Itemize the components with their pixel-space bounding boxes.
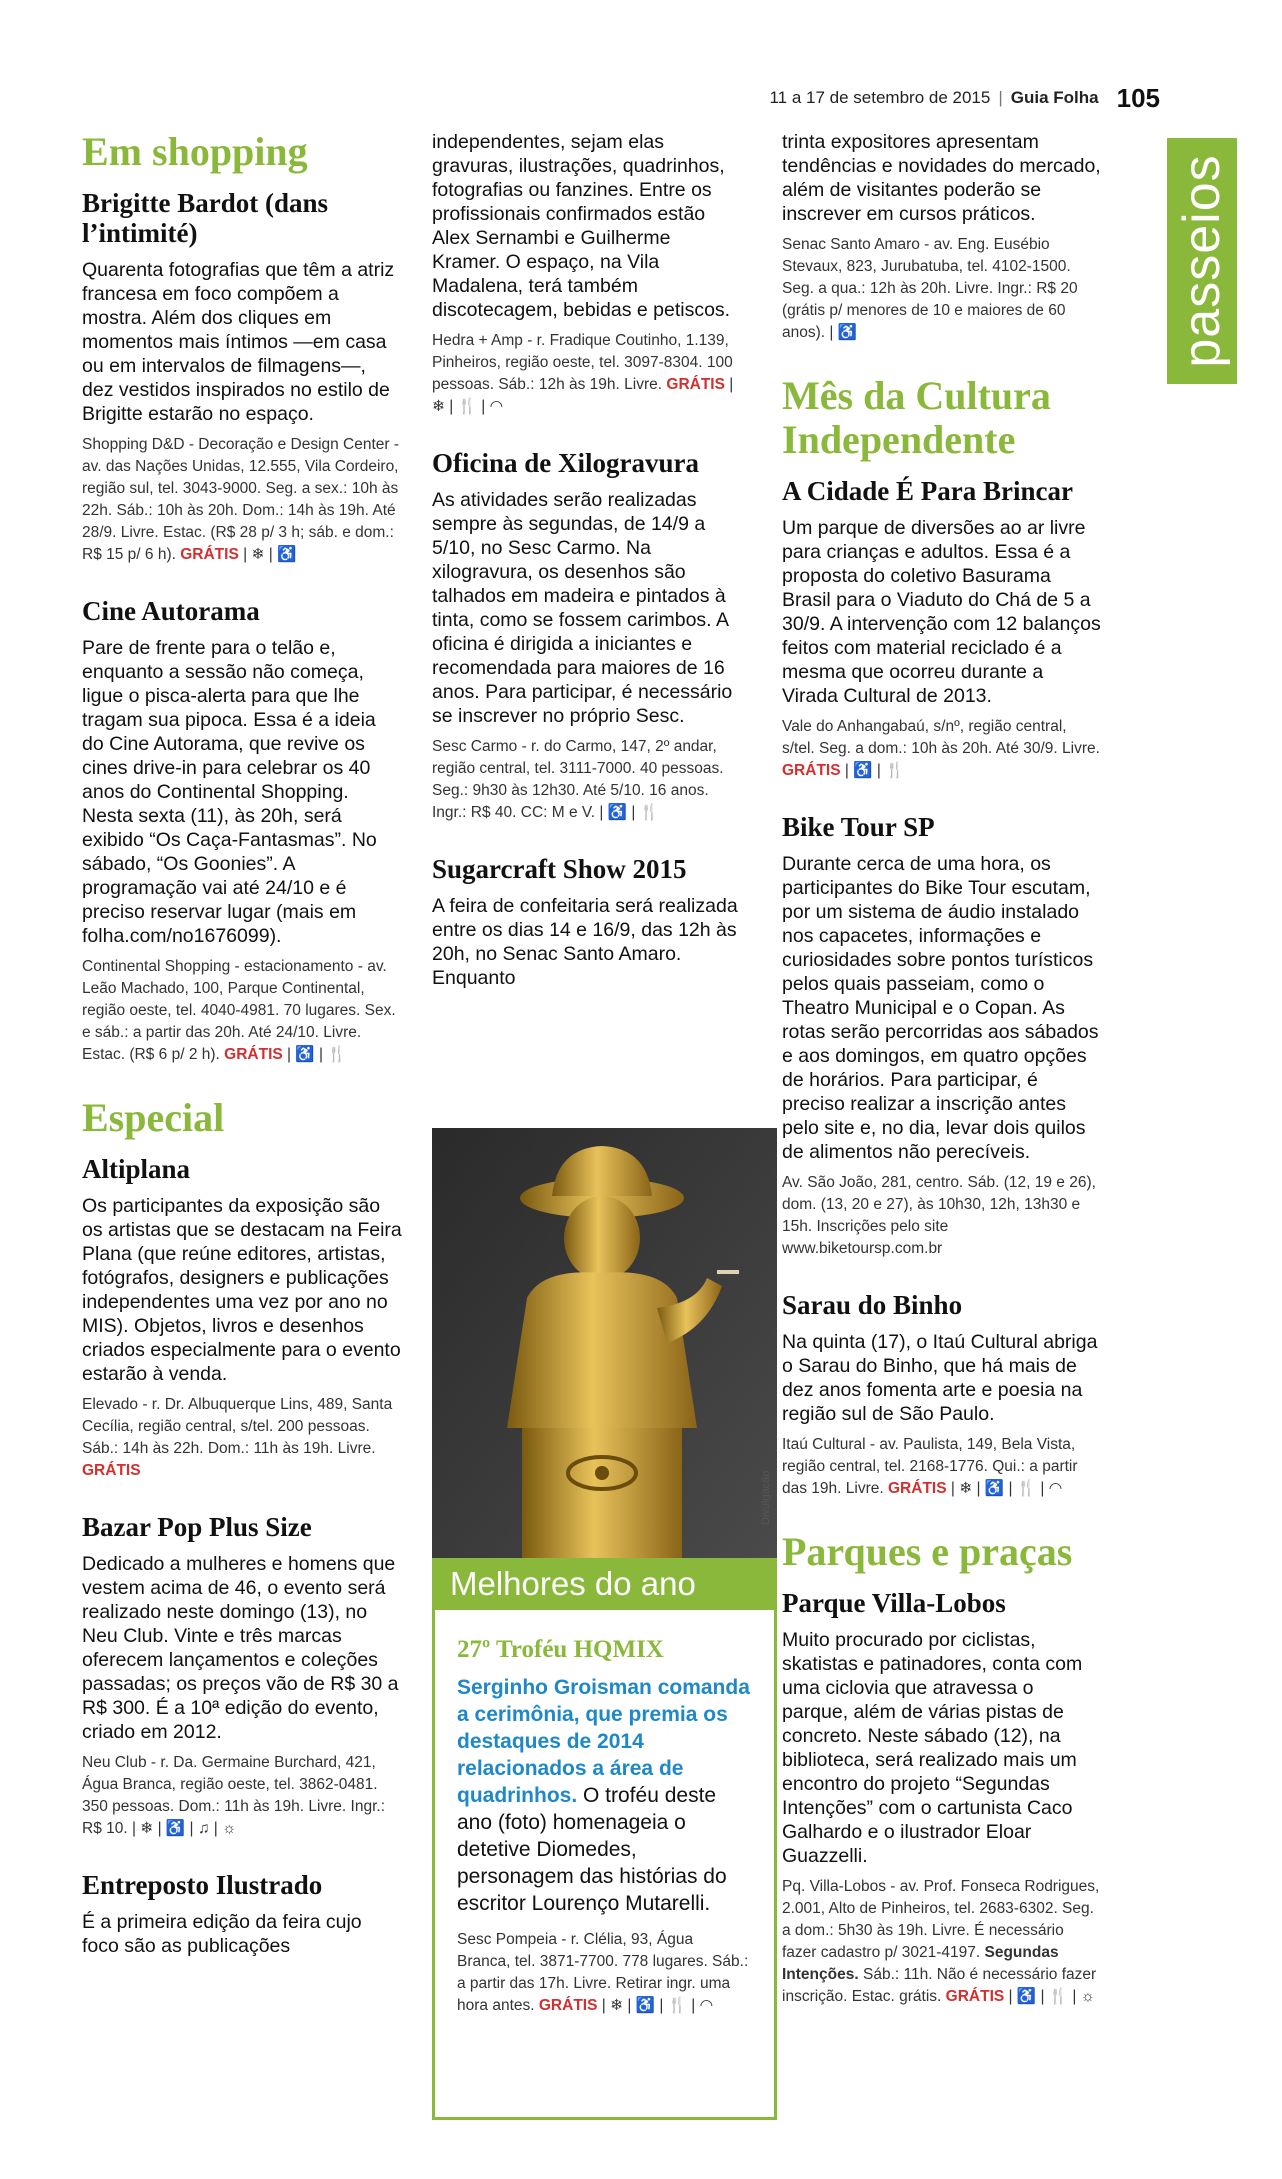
highlight-title: 27º Troféu HQMIX <box>457 1636 664 1663</box>
header-separator: | <box>998 88 1003 107</box>
page-header <box>760 80 1160 116</box>
highlight-lead: Serginho Groisman comanda a cerimônia, que premia os destaques de 2014 relacionados a área de quadrinhos. <box>457 1676 750 1807</box>
event-info <box>782 1876 1102 2008</box>
amenity-icons: | ♿ | 🍴 <box>844 762 905 779</box>
event-description: Quarenta fotografias que têm a atriz francesa em foco compõem a mostra. Além dos cliques em momentos mais íntimos —em casa ou em intervalos de filmagens—, dez vestidos inspirados no estilo de Brigitte estarão no espaço. <box>82 259 395 425</box>
event-info <box>782 716 1102 782</box>
event-info-text: Sesc Pompeia - r. Clélia, 93, Água Branca, tel. 3871-7700. 778 lugares. Sáb.: a partir das 17h. Livre. Retirar ingr. uma hora antes. <box>457 1931 749 2014</box>
amenity-icons: | ❄ | ♿ | 🍴 | ◠ <box>601 1997 714 2014</box>
event-info: Senac Santo Amaro - av. Eng. Eusébio Stevaux, 823, Jurubatuba, tel. 4102-1500. Seg. a qua.: 12h às 20h. Livre. Ingr.: R$ 20 (grátis p/ menores de 10 e maiores de 60 anos). | ♿ <box>782 236 1078 341</box>
event-info: Sesc Carmo - r. do Carmo, 147, 2º andar, região central, tel. 3111-7000. 40 pessoas. Seg.: 9h30 às 12h30. Até 5/10. 16 anos. Ingr.: R$ 40. CC: M e V. | ♿ | 🍴 <box>432 738 724 821</box>
event-info-text: Elevado - r. Dr. Albuquerque Lins, 489, Santa Cecília, região central, s/tel. 200 pessoas. Sáb.: 14h às 22h. Dom.: 11h às 19h. Livre. <box>82 1396 393 1457</box>
highlight-box <box>432 1610 777 2120</box>
event-info-bold: Segundas Intenções. <box>782 1944 1059 1983</box>
event-info-text: Continental Shopping - estacionamento - av. Leão Machado, 100, Parque Continental, região oeste, tel. 4040-4981. 70 lugares. Sex. e sáb.: a partir das 20h. Até 24/10. Livre. Estac. (R$ 6 p/ 2 h). <box>82 958 396 1063</box>
gratis-badge: GRÁTIS <box>666 376 725 393</box>
event-description: Os participantes da exposição são os artistas que se destacam na Feira Plana (que reúne editores, artistas, fotógrafos, designers e publicações independentes uma vez por ano no MIS). Objetos, livros e desenhos criados especialmente para o evento estarão à venda. <box>82 1195 402 1385</box>
event-description: Pare de frente para o telão e, enquanto a sessão não começa, ligue o pisca-alerta para que lhe tragam sua pipoca. Essa é a ideia do Cine Autorama, que revive os cines drive-in para celebrar os 40 anos do Continental Shopping. Nesta sexta (11), às 20h, será exibido “Os Caça-Fantasmas”. No sábado, “Os Goonies”. A programação vai até 24/10 e é preciso reservar lugar (mais em folha.com/no1676099). <box>82 637 377 947</box>
column-3 <box>782 130 1102 2038</box>
amenity-icons: | ♿ | 🍴 | ☼ <box>1008 1988 1095 2005</box>
section-tab-label: passeios <box>1173 154 1231 368</box>
amenity-icons: | ❄ | 🍴 | ◠ <box>432 376 734 415</box>
trophy-photo <box>432 1128 777 1558</box>
column-2 <box>432 130 744 998</box>
gratis-badge: GRÁTIS <box>224 1046 283 1063</box>
section-heading-parques: Parques e praças <box>782 1529 1073 1574</box>
event-info <box>82 1394 402 1482</box>
event-info <box>82 956 402 1066</box>
amenity-icons: | ❄ | ♿ | 🍴 | ◠ <box>950 1480 1063 1497</box>
gratis-badge: GRÁTIS <box>82 1462 141 1479</box>
event-info-text: Sáb.: 11h. Não é necessário fazer inscrição. Estac. grátis. <box>782 1966 1097 2005</box>
photo-credit: Divulgação <box>760 1470 772 1525</box>
gratis-badge: GRÁTIS <box>782 762 841 779</box>
event-info-text: Shopping D&D - Decoração e Design Center - av. das Nações Unidas, 12.555, Vila Cordeiro, região sul, tel. 3043-9000. Seg. a sex.: 10h às 22h. Sáb.: 10h às 20h. Dom.: 14h às 19h. Até 28/9. Livre. Estac. (R$ 28 p/ 3 h; sáb. e dom.: R$ 15 p/ 6 h). <box>82 436 400 563</box>
page-number: 105 <box>1116 82 1160 113</box>
event-title: Bazar Pop Plus Size <box>82 1512 312 1542</box>
section-heading-especial: Especial <box>82 1095 225 1140</box>
event-description: Durante cerca de uma hora, os participantes do Bike Tour escutam, por um sistema de áudio instalado nos capacetes, informações e curiosidades sobre pontos turísticos pelos quais passeiam, como o Theatro Municipal e o Copan. As rotas serão percorridas aos sábados e aos domingos, em quatro opções de horários. Para participar, é preciso realizar a inscrição antes pelo site e, no dia, levar dois quilos de alimentos não perecíveis. <box>782 853 1099 1163</box>
event-info <box>782 1434 1102 1500</box>
event-title: Altiplana <box>82 1154 191 1184</box>
amenity-icons: | ♿ | 🍴 <box>287 1046 347 1063</box>
issue-date: 11 a 17 de setembro de 2015 <box>769 88 991 107</box>
event-info <box>82 434 402 566</box>
gratis-badge: GRÁTIS <box>538 1997 598 2014</box>
event-title: Parque Villa-Lobos <box>782 1588 1006 1618</box>
event-description: A feira de confeitaria será realizada entre os dias 14 e 16/9, das 12h às 20h, no Senac Santo Amaro. Enquanto <box>432 895 738 989</box>
gratis-badge: GRÁTIS <box>945 1988 1005 2005</box>
event-info-text: Vale do Anhangabaú, s/nº, região central, s/tel. Seg. a dom.: 10h às 20h. Até 30/9. Livre. <box>782 718 1100 757</box>
event-description: Um parque de diversões ao ar livre para crianças e adultos. Essa é a proposta do coletivo Basurama Brasil para o Viaduto do Chá de 5 a 30/9. A intervenção com 12 balanços feitos com material reciclado é a mesma que ocorreu durante a Virada Cultural de 2013. <box>782 517 1101 707</box>
section-tab <box>1167 138 1237 384</box>
highlight-text: O troféu deste ano (foto) homenageia o detetive Diomedes, personagem das histórias do escritor Lourenço Mutarelli. <box>457 1784 727 1915</box>
section-heading-shopping: Em shopping <box>82 129 308 174</box>
event-title: Sarau do Binho <box>782 1290 963 1320</box>
event-title: Bike Tour SP <box>782 812 935 842</box>
gratis-badge: GRÁTIS <box>888 1480 947 1497</box>
publication-name: Guia Folha <box>1010 88 1099 107</box>
column-1 <box>82 130 402 1966</box>
event-info: Av. São João, 281, centro. Sáb. (12, 19 e 26), dom. (13, 20 e 27), às 10h30, 12h, 13h30 e 15h. Inscrições pelo site www.biketoursp.com.br <box>782 1174 1096 1257</box>
event-description-continued: trinta expositores apresentam tendências e novidades do mercado, além de visitantes poderão se inscrever em cursos práticos. <box>782 131 1101 225</box>
event-info-text: Pq. Villa-Lobos - av. Prof. Fonseca Rodrigues, 2.001, Alto de Pinheiros, tel. 2683-6302. Seg. a dom.: 5h30 às 19h. Livre. É necessário fazer cadastro p/ 3021-4197. <box>782 1878 1100 1961</box>
event-title: Entreposto Ilustrado <box>82 1870 323 1900</box>
gratis-badge: GRÁTIS <box>180 546 239 563</box>
event-info: Neu Club - r. Da. Germaine Burchard, 421, Água Branca, região oeste, tel. 3862-0481. 350 pessoas. Dom.: 11h às 19h. Livre. Ingr.: R$ 10. | ❄ | ♿ | ♫ | ☼ <box>82 1754 385 1837</box>
event-description: As atividades serão realizadas sempre às segundas, de 14/9 a 5/10, no Sesc Carmo. Na xilogravura, os desenhos são talhados em madeira e pintados à tinta, como se fossem carimbos. A oficina é dirigida a iniciantes e recomendada para maiores de 16 anos. Para participar, é necessário se inscrever no próprio Sesc. <box>432 489 733 727</box>
event-title: Cine Autorama <box>82 596 260 626</box>
highlight-info <box>457 1929 750 2017</box>
event-description: Dedicado a mulheres e homens que vestem acima de 46, o evento será realizado neste domingo (13), no Neu Club. Vinte e três marcas oferecem lançamentos e coleções passadas; os preços vão de R$ 30 a R$ 300. É a 10ª edição do evento, criado em 2012. <box>82 1553 399 1743</box>
event-title: Brigitte Bardot (dans l’intimité) <box>82 188 328 248</box>
highlight-body <box>457 1674 750 1917</box>
best-of-year-banner: Melhores do ano <box>432 1558 777 1610</box>
section-heading-cultura: Mês da Cultura Independente <box>782 373 1051 462</box>
event-title: Sugarcraft Show 2015 <box>432 854 687 884</box>
event-description: É a primeira edição da feira cujo foco são as publicações <box>82 1911 362 1957</box>
event-description: Muito procurado por ciclistas, skatistas e patinadores, conta com uma ciclovia que atravessa o parque, além de várias pistas de concreto. Neste sábado (12), na biblioteca, será realizado mais um encontro do projeto “Segundas Intenções” com o cartunista Caco Galhardo e o ilustrador Eloar Guazzelli. <box>782 1629 1083 1867</box>
event-description: Na quinta (17), o Itaú Cultural abriga o Sarau do Binho, que há mais de dez anos fomenta arte e poesia na região sul de São Paulo. <box>782 1331 1098 1425</box>
event-info-text: Hedra + Amp - r. Fradique Coutinho, 1.139, Pinheiros, região oeste, tel. 3097-8304. 100 pessoas. Sáb.: 12h às 19h. Livre. <box>432 332 733 393</box>
event-title: Oficina de Xilogravura <box>432 448 699 478</box>
amenity-icons: | ❄ | ♿ <box>243 546 297 563</box>
event-info-text: Itaú Cultural - av. Paulista, 149, Bela Vista, região central, tel. 2168-1776. Qui.: a partir das 19h. Livre. <box>782 1436 1078 1497</box>
event-description-continued: independentes, sejam elas gravuras, ilustrações, quadrinhos, fotografias ou fanzines. Entre os profissionais confirmados estão Alex Sernambi e Guilherme Kramer. O espaço, na Vila Madalena, terá também discotecagem, bebidas e petiscos. <box>432 131 731 321</box>
event-info <box>432 330 744 418</box>
event-title: A Cidade É Para Brincar <box>782 476 1073 506</box>
